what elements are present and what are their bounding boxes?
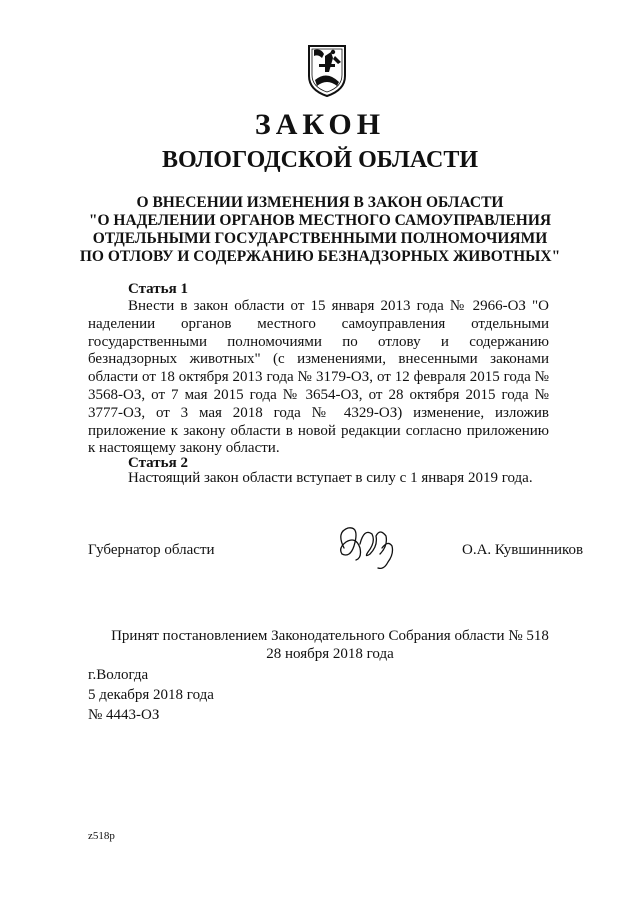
article-1-text: Внести в закон области от 15 января 2013 года № 2966-ОЗ "О наделении органов местного самоуправления отдельными государственными полномочиями по отлову и содержанию безнадзорных животных" (с изменениями, внесенными законами области от 18 октября 2013 года № 3179-ОЗ, от 12 февраля 2015 года № 3568-ОЗ, от 7 мая 2015 года № 3654-ОЗ, от 28 октября 2015 года № 3777-ОЗ, от 3 мая 2018 года № 4329-ОЗ) изменение, изложив приложение к закону области в новой редакции согласно приложению к настоящему закону области. xyxy=(88,298,549,457)
subject-line: "О НАДЕЛЕНИИ ОРГАНОВ МЕСТНОГО САМОУПРАВЛЕНИЯ xyxy=(88,212,552,229)
article-1-heading: Статья 1 xyxy=(128,281,188,297)
subject-line: ОТДЕЛЬНЫМИ ГОСУДАРСТВЕННЫМИ ПОЛНОМОЧИЯМИ xyxy=(92,230,548,247)
adoption-note xyxy=(0,627,640,663)
law-subject-heading xyxy=(0,194,640,266)
law-number: № 4443-ОЗ xyxy=(88,707,160,723)
signing-date: 5 декабря 2018 года xyxy=(88,687,214,703)
article-2-heading: Статья 2 xyxy=(128,455,188,471)
signatory-name: О.А. Кувшинников xyxy=(462,542,584,558)
adoption-date: 28 ноября 2018 года xyxy=(266,646,394,662)
document-type-title: ЗАКОН xyxy=(254,108,386,141)
adoption-line: Принят постановлением Законодательного Собрания области № 518 xyxy=(111,628,549,644)
article-2-text: Настоящий закон области вступает в силу с 1 января 2019 года. xyxy=(128,470,533,486)
document-code: z518p xyxy=(88,830,115,842)
signatory-title: Губернатор области xyxy=(88,542,215,558)
place-date-number xyxy=(88,665,214,725)
subject-line: О ВНЕСЕНИИ ИЗМЕНЕНИЯ В ЗАКОН ОБЛАСТИ xyxy=(136,194,504,211)
region-title: ВОЛОГОДСКОЙ ОБЛАСТИ xyxy=(161,147,479,173)
vologda-coat-of-arms-icon xyxy=(305,42,349,98)
subject-line: ПО ОТЛОВУ И СОДЕРЖАНИЮ БЕЗНАДЗОРНЫХ ЖИВОТНЫХ" xyxy=(79,248,561,265)
place-city: г.Вологда xyxy=(88,667,149,683)
handwritten-signature xyxy=(330,518,410,574)
